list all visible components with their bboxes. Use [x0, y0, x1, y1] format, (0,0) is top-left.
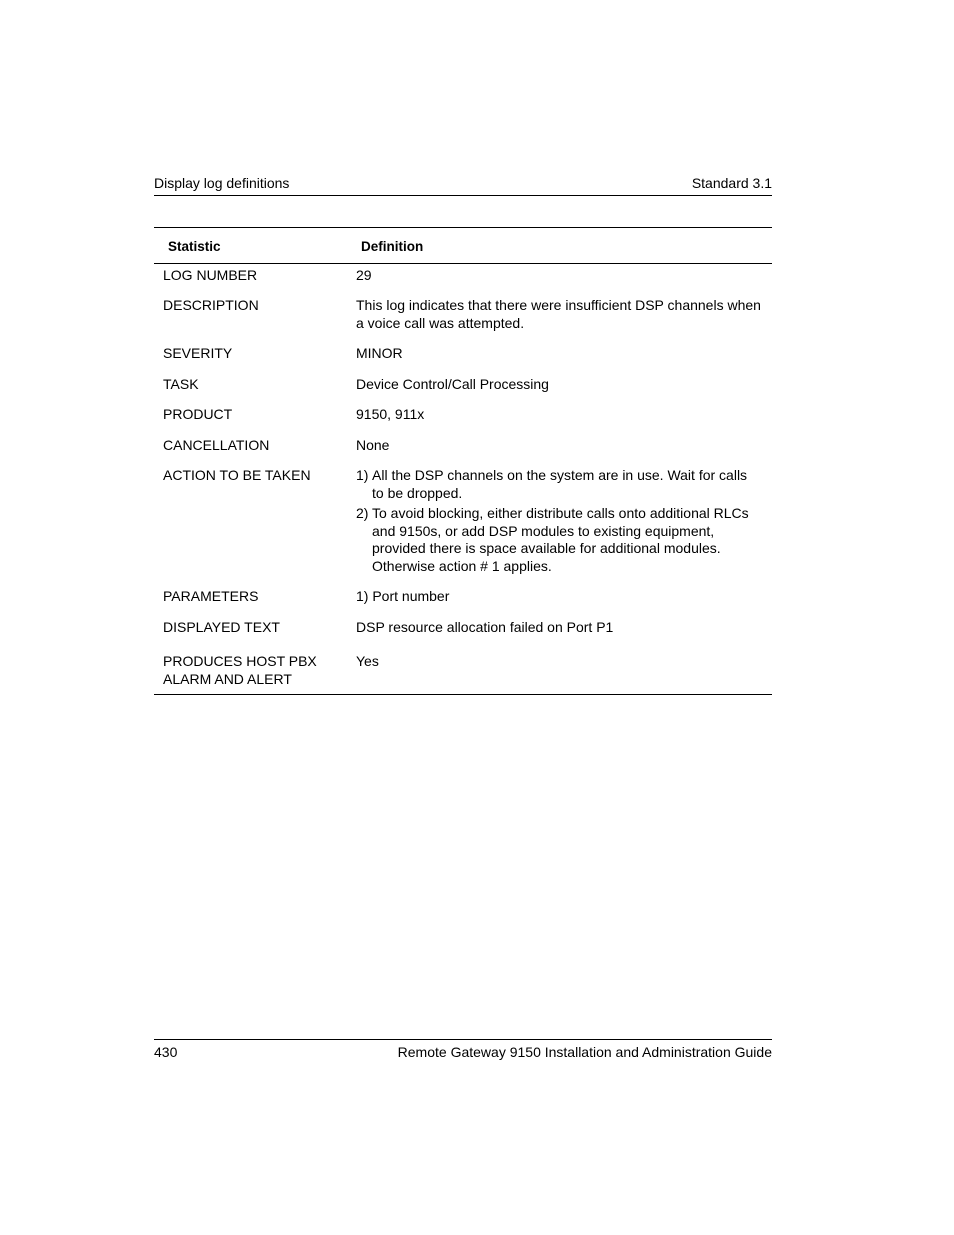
- row-label-severity: SEVERITY: [163, 345, 233, 361]
- table-row: [154, 616, 772, 647]
- row-value-log-number: 29: [356, 266, 372, 283]
- column-header-definition: Definition: [346, 228, 772, 264]
- list-item: [356, 467, 762, 502]
- standard-version: Standard 3.1: [691, 175, 772, 191]
- row-value-product: 9150, 911x: [356, 406, 425, 422]
- section-title: Display log definitions: [154, 175, 290, 191]
- list-item-text: To avoid blocking, either distribute calls onto additional RLCs and 9150s, or add DSP modules to existing equipment, provided there is space available for additional modules. Otherwise action # 1 applies.: [372, 505, 749, 574]
- column-header-statistic: Statistic: [154, 228, 346, 264]
- row-value-host-pbx: Yes: [356, 653, 379, 669]
- row-value-action: [346, 464, 772, 585]
- row-label-task: TASK: [163, 375, 199, 392]
- row-value-description: This log indicates that there were insufficient DSP channels when a voice call was attempted.: [356, 297, 761, 331]
- list-item-text: All the DSP channels on the system are in use. Wait for calls to be dropped.: [372, 467, 748, 501]
- log-definition-table: [154, 227, 772, 695]
- row-value-cancellation: None: [356, 436, 390, 453]
- row-label-displayed-text: DISPLAYED TEXT: [163, 618, 280, 635]
- row-label-cancellation: CANCELLATION: [163, 436, 270, 453]
- row-label-log-number: LOG NUMBER: [163, 266, 258, 283]
- table-row: [154, 294, 772, 342]
- page-footer: [154, 1039, 772, 1061]
- table-row: [154, 646, 772, 695]
- row-label-product: PRODUCT: [163, 406, 233, 422]
- row-label-description: DESCRIPTION: [163, 297, 259, 313]
- row-value-parameters: 1) Port number: [356, 588, 450, 604]
- table-row: [154, 464, 772, 585]
- row-value-severity: MINOR: [356, 345, 403, 361]
- list-item: [356, 505, 762, 575]
- table-row: [154, 342, 772, 373]
- page-header: [154, 174, 772, 196]
- table-row: [154, 434, 772, 465]
- row-label-parameters: PARAMETERS: [163, 588, 259, 604]
- table-header-row: [154, 228, 772, 264]
- table-row: [154, 373, 772, 404]
- table-row: [154, 263, 772, 294]
- action-list: [356, 467, 762, 575]
- page-number: 430: [154, 1044, 178, 1060]
- list-item-number: 1): [356, 467, 369, 483]
- table-row: [154, 585, 772, 616]
- row-label-host-pbx: PRODUCES HOST PBX ALARM AND ALERT: [163, 653, 317, 687]
- table-row: [154, 403, 772, 434]
- row-label-action: ACTION TO BE TAKEN: [163, 467, 311, 483]
- row-value-displayed-text: DSP resource allocation failed on Port P1: [356, 618, 614, 635]
- list-item-number: 2): [356, 505, 369, 521]
- guide-title: Remote Gateway 9150 Installation and Administration Guide: [397, 1044, 772, 1060]
- row-value-task: Device Control/Call Processing: [356, 375, 549, 392]
